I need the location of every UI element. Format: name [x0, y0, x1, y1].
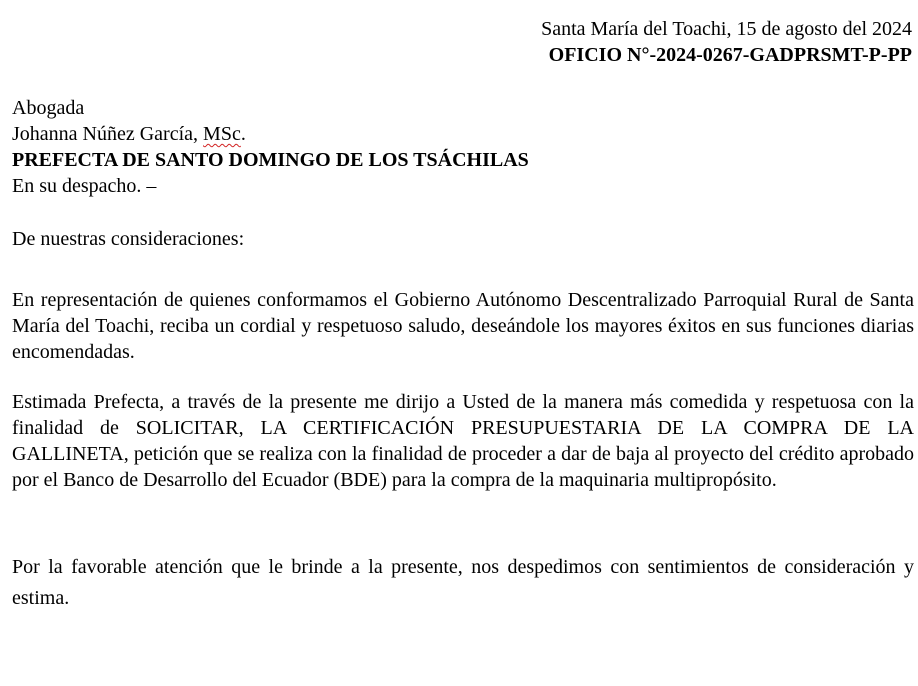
addressee-title: Abogada: [12, 97, 85, 119]
reference-number: OFICIO N°-2024-0267-GADPRSMT-P-PP: [548, 44, 912, 66]
place-date: Santa María del Toachi, 15 de agosto del 2024: [541, 18, 912, 40]
letter-header: [12, 16, 912, 68]
addressee-degree: MSc: [203, 123, 241, 145]
addressee-block: [12, 95, 914, 199]
addressee-position: PREFECTA DE SANTO DOMINGO DE LOS TSÁCHILAS: [12, 149, 529, 171]
paragraph-closing: Por la favorable atención que le brinde a la presente, nos despedimos con sentimientos de consideración y estima.: [12, 556, 914, 609]
paragraph-intro: En representación de quienes conformamos el Gobierno Autónomo Descentralizado Parroquial Rural de Santa María del Toachi, reciba un cordial y respetuoso saludo, deseándole los mayores éxitos en sus funciones diarias encomendadas.: [12, 289, 914, 363]
addressee-office: En su despacho. –: [12, 175, 157, 197]
addressee-name-end: .: [240, 123, 246, 145]
document-page: [12, 16, 914, 614]
paragraph-request: Estimada Prefecta, a través de la presente me dirijo a Usted de la manera más comedida y respetuosa con la finalidad de SOLICITAR, LA CERTIFICACIÓN PRESUPUESTARIA DE LA COMPRA DE LA GALLINETA, petición que se realiza con la finalidad de proceder a dar de baja al proyecto del crédito aprobado por el Banco de Desarrollo del Ecuador (BDE) para la compra de la maquinaria multipropósito.: [12, 391, 914, 491]
addressee-name: [12, 121, 914, 147]
addressee-name-main: Johanna Núñez García,: [12, 123, 204, 145]
salutation: De nuestras consideraciones:: [12, 228, 245, 250]
